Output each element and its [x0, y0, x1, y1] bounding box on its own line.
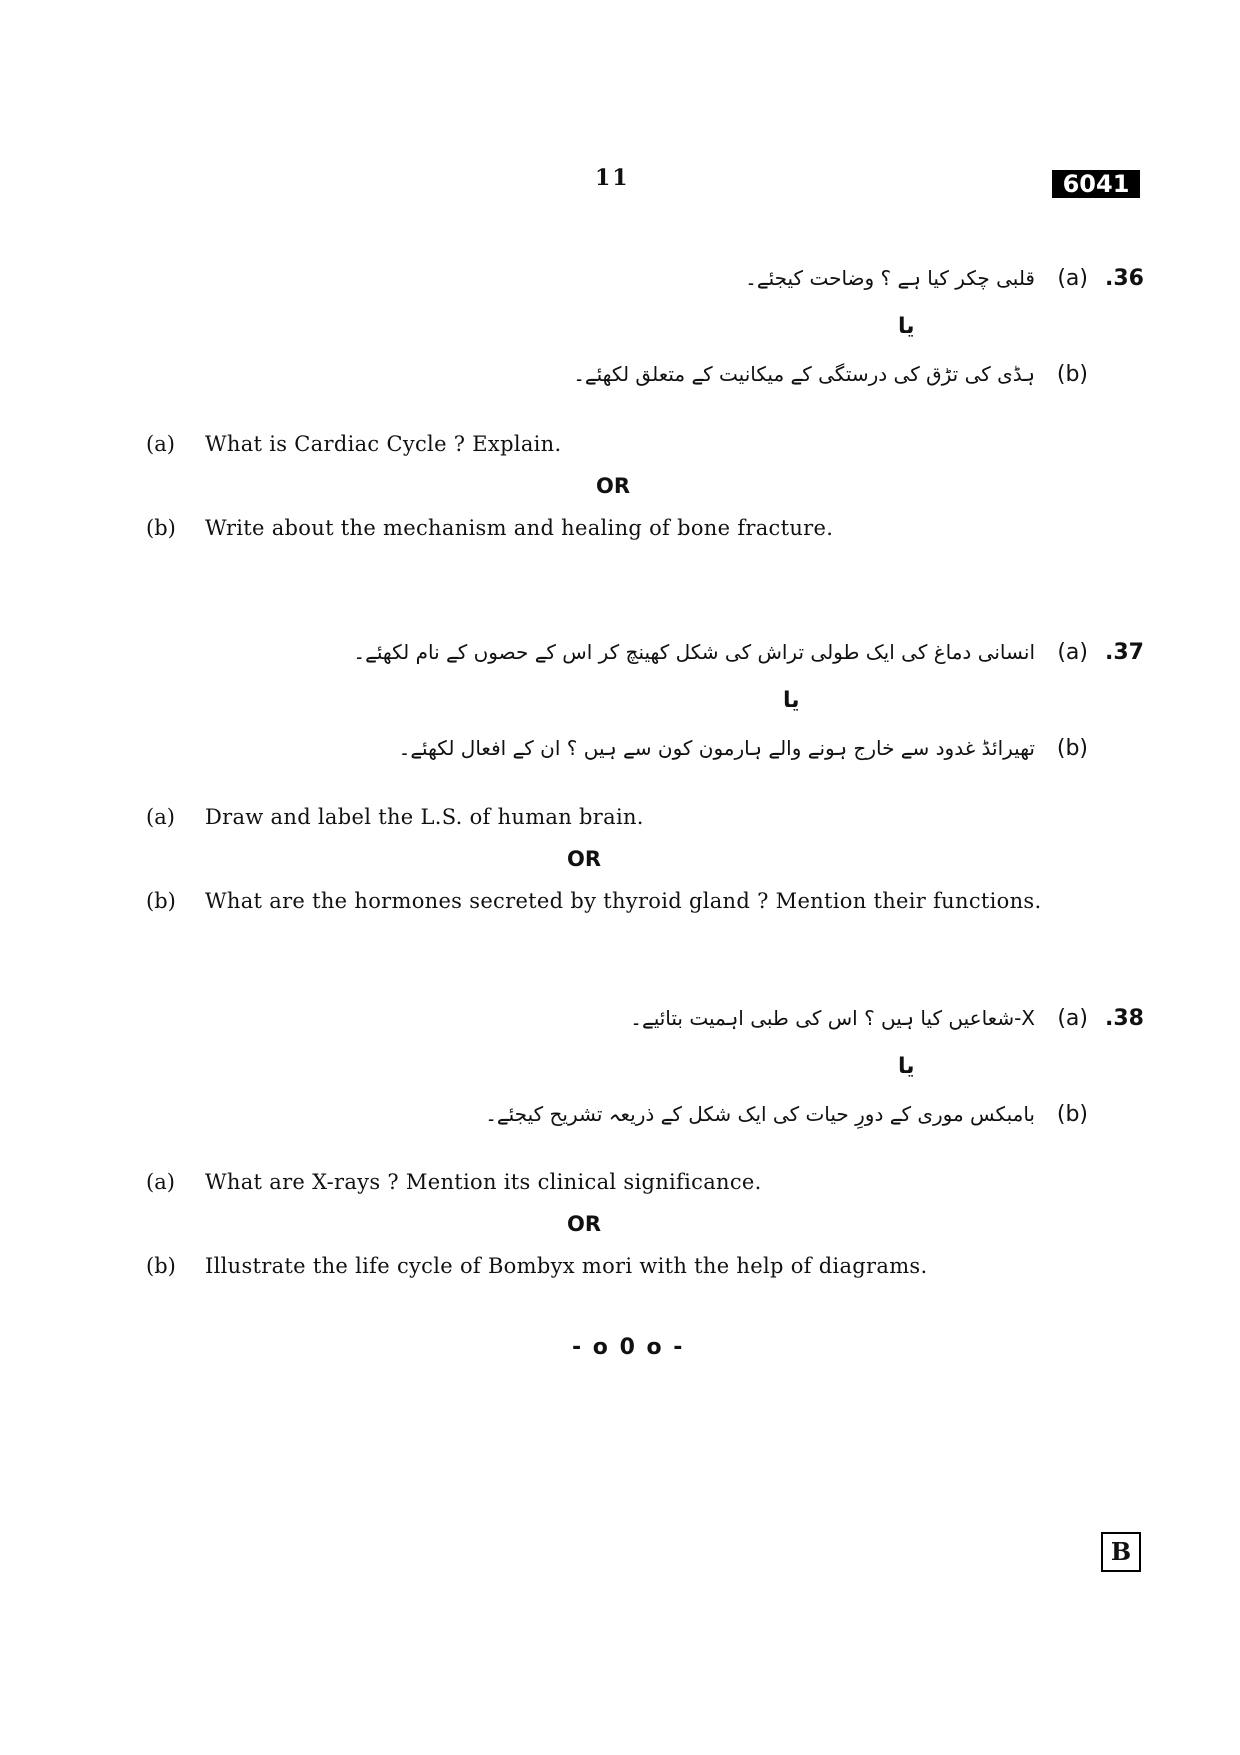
- urdu-or: یا: [898, 314, 915, 339]
- question-set-badge: B: [1101, 1532, 1141, 1572]
- question-number: .38: [1105, 1006, 1144, 1031]
- urdu-or: یا: [898, 1054, 915, 1079]
- urdu-part-a-label: (a): [1057, 640, 1088, 665]
- english-part-b-text: What are the hormones secreted by thyroid gland ? Mention their functions.: [205, 889, 1042, 913]
- english-or: OR: [567, 1212, 602, 1236]
- urdu-part-b-label: (b): [1056, 736, 1088, 761]
- urdu-part-a-text: انسانی دماغ کی ایک طولی تراش کی شکل کھینچ کر اس کے حصوں کے نام لکھئے۔: [353, 640, 1035, 664]
- urdu-part-b-text: تھیرائڈ غدود سے خارج ہونے والے ہارمون کون سے ہیں ؟ ان کے افعال لکھئے۔: [398, 736, 1035, 760]
- english-part-b-text: Write about the mechanism and healing of bone fracture.: [205, 516, 834, 540]
- english-part-a-label: (a): [146, 432, 175, 456]
- urdu-part-b-text: بامبکس موری کے دورِ حیات کی ایک شکل کے ذریعہ تشریح کیجئے۔: [485, 1102, 1035, 1126]
- page-number: 11: [595, 165, 630, 191]
- english-part-b-label: (b): [146, 1254, 176, 1278]
- urdu-part-a-label: (a): [1057, 1006, 1088, 1031]
- urdu-part-a-text: X-شعاعیں کیا ہیں ؟ اس کی طبی اہمیت بتائیے۔: [630, 1006, 1035, 1030]
- english-part-a-text: What are X-rays ? Mention its clinical significance.: [205, 1170, 762, 1194]
- english-part-b-text: Illustrate the life cycle of Bombyx mori with the help of diagrams.: [205, 1254, 928, 1278]
- urdu-part-a-text: قلبی چکر کیا ہے ؟ وضاحت کیجئے۔: [745, 266, 1035, 290]
- english-part-a-text: What is Cardiac Cycle ? Explain.: [205, 432, 562, 456]
- paper-code-badge: 6041: [1052, 170, 1140, 198]
- english-or: OR: [596, 474, 631, 498]
- urdu-part-b-label: (b): [1056, 1102, 1088, 1127]
- english-part-a-label: (a): [146, 805, 175, 829]
- urdu-part-b-text: ہڈی کی تڑق کی درستگی کے میکانیت کے متعلق لکھئے۔: [573, 362, 1035, 386]
- english-part-a-text: Draw and label the L.S. of human brain.: [205, 805, 644, 829]
- urdu-part-a-label: (a): [1057, 266, 1088, 291]
- urdu-part-b-label: (b): [1056, 362, 1088, 387]
- end-of-paper-mark: - o 0 o -: [572, 1335, 685, 1360]
- english-or: OR: [567, 847, 602, 871]
- urdu-or: یا: [783, 688, 800, 713]
- english-part-a-label: (a): [146, 1170, 175, 1194]
- question-number: .37: [1105, 640, 1144, 665]
- english-part-b-label: (b): [146, 889, 176, 913]
- question-number: .36: [1105, 266, 1144, 291]
- english-part-b-label: (b): [146, 516, 176, 540]
